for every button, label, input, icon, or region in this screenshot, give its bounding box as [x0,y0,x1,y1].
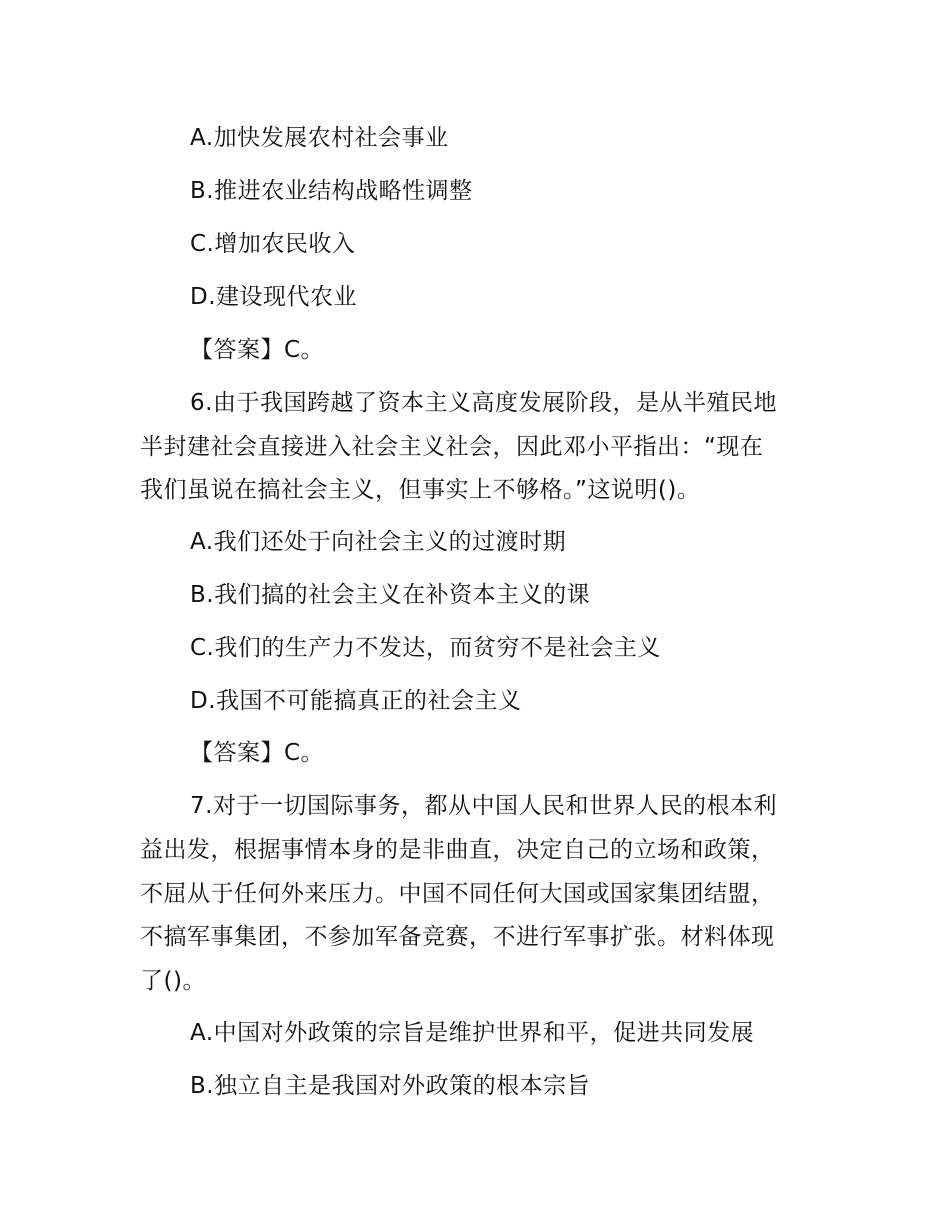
option-a: A.我们还处于向社会主义的过渡时期 [190,529,567,555]
answer: 【答案】C。 [190,740,325,766]
option-d: D.我国不可能搞真正的社会主义 [190,688,522,714]
question-7-line-4: 不搞军事集团，不参加军备竞赛，不进行军事扩张。材料体现 [140,924,775,950]
question-6-line-3: 我们虽说在搞社会主义，但事实上不够格。”这说明()。 [140,477,701,503]
option-a: A.加快发展农村社会事业 [190,125,449,151]
option-c: C.增加农民收入 [190,231,356,257]
option-b: B.我们搞的社会主义在补资本主义的课 [190,582,591,608]
question-7-line-3: 不屈从于任何外来压力。中国不同任何大国或国家集团结盟， [140,881,775,907]
option-b: B.推进农业结构战略性调整 [190,178,473,204]
option-d: D.建设现代农业 [190,284,358,310]
answer: 【答案】C。 [190,337,325,363]
option-c: C.我们的生产力不发达，而贫穷不是社会主义 [190,635,661,661]
option-b: B.独立自主是我国对外政策的根本宗旨 [190,1073,591,1099]
question-7-line-2: 益出发，根据事情本身的是非曲直，决定自己的立场和政策， [140,837,775,863]
question-6-line-2: 半封建社会直接进入社会主义社会，因此邓小平指出：“现在 [140,434,764,460]
question-6-line-1: 6.由于我国跨越了资本主义高度发展阶段，是从半殖民地 [190,390,777,416]
option-a: A.中国对外政策的宗旨是维护世界和平，促进共同发展 [190,1020,755,1046]
question-7-line-5: 了()。 [140,968,206,994]
question-7-line-1: 7.对于一切国际事务，都从中国人民和世界人民的根本利 [190,793,777,819]
